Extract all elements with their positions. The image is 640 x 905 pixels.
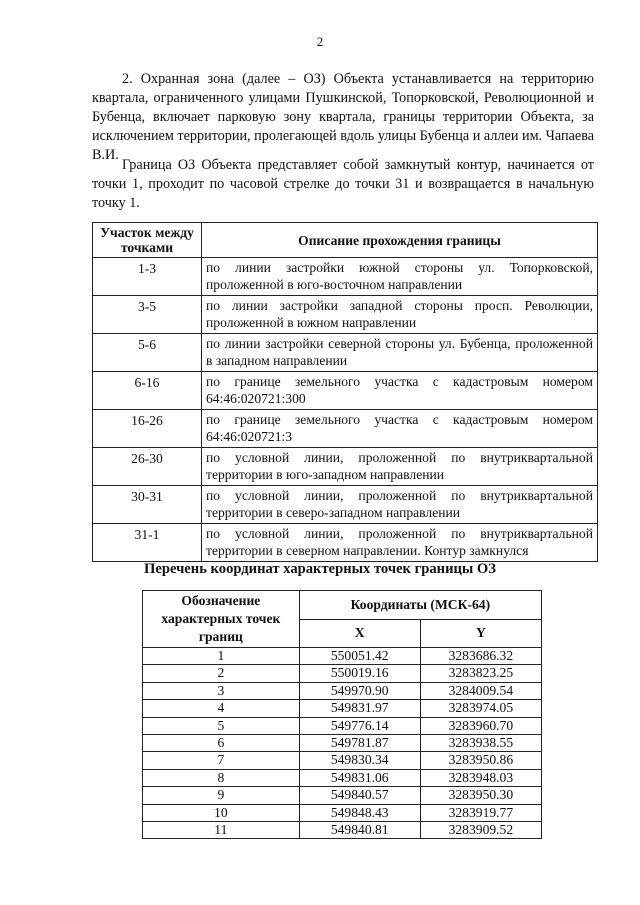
y-coordinate-cell: 3283909.52 [420, 822, 541, 839]
point-cell: 4 [143, 700, 300, 717]
coordinates-table [142, 590, 542, 839]
boundary-table-body [93, 258, 598, 562]
x-coordinate-cell: 549840.81 [299, 822, 420, 839]
y-coordinate-cell: 3283950.30 [420, 787, 541, 804]
segment-cell: 16-26 [93, 410, 202, 448]
x-coordinate-cell: 549830.34 [299, 752, 420, 769]
x-coordinate-cell: 549781.87 [299, 735, 420, 752]
x-coordinate-cell: 549970.90 [299, 682, 420, 699]
y-coordinate-cell: 3284009.54 [420, 682, 541, 699]
x-coordinate-cell: 549831.06 [299, 769, 420, 786]
paragraph-boundary-contour [92, 156, 594, 213]
table-row [143, 717, 542, 734]
point-cell: 9 [143, 787, 300, 804]
table-row [93, 410, 598, 448]
table-row [143, 822, 542, 839]
point-cell: 6 [143, 735, 300, 752]
x-column-header: X [299, 619, 420, 648]
segment-cell: 26-30 [93, 448, 202, 486]
y-coordinate-cell: 3283823.25 [420, 665, 541, 682]
x-coordinate-cell: 549848.43 [299, 804, 420, 821]
table-row [93, 296, 598, 334]
x-coordinate-cell: 549776.14 [299, 717, 420, 734]
y-coordinate-cell: 3283938.55 [420, 735, 541, 752]
page-number: 2 [316, 34, 324, 49]
segment-cell: 5-6 [93, 334, 202, 372]
description-cell: по условной линии, проложенной по внутриквартальной территории в северном направлении. Контур замкнулся [202, 524, 598, 562]
point-cell: 1 [143, 648, 300, 665]
point-cell: 2 [143, 665, 300, 682]
table-header-row [93, 223, 598, 258]
description-cell: по линии застройки западной стороны просп. Революции, проложенной в южном направлении [202, 296, 598, 334]
point-cell: 7 [143, 752, 300, 769]
y-coordinate-cell: 3283686.32 [420, 648, 541, 665]
table-row [93, 372, 598, 410]
table-header-row [143, 591, 542, 620]
table-row [93, 334, 598, 372]
description-cell: по линии застройки северной стороны ул. Бубенца, проложенной в западном направлении [202, 334, 598, 372]
description-cell: по условной линии, проложенной по внутриквартальной территории в северо-западном направлении [202, 486, 598, 524]
description-cell: по линии застройки южной стороны ул. Топорковской, проложенной в юго-восточном направлении [202, 258, 598, 296]
x-coordinate-cell: 550019.16 [299, 665, 420, 682]
point-cell: 5 [143, 717, 300, 734]
x-coordinate-cell: 549840.57 [299, 787, 420, 804]
segment-cell: 1-3 [93, 258, 202, 296]
table-row [143, 682, 542, 699]
point-column-header: Обозначение характерных точек границ [143, 591, 300, 648]
table-row [143, 769, 542, 786]
table-row [143, 735, 542, 752]
segment-column-header: Участок между точками [93, 223, 202, 258]
paragraph-protected-zone-text: 2. Охранная зона (далее – ОЗ) Объекта устанавливается на территорию квартала, ограниченного улицами Пушкинской, Топорковской, Революционной и Бубенца, включает парковую зону квартала, границы территории Объекта, за исключением территории, пролегающей вдоль улицы Бубенца и аллеи им. Чапаева В.И. [92, 71, 594, 163]
coordinates-group-header: Координаты (МСК-64) [299, 591, 541, 620]
y-coordinate-cell: 3283974.05 [420, 700, 541, 717]
coordinates-table-body [143, 648, 542, 839]
y-column-header: Y [420, 619, 541, 648]
table-row [143, 752, 542, 769]
segment-cell: 30-31 [93, 486, 202, 524]
x-coordinate-cell: 549831.97 [299, 700, 420, 717]
segment-cell: 31-1 [93, 524, 202, 562]
table-row [143, 804, 542, 821]
description-cell: по условной линии, проложенной по внутриквартальной территории в юго-западном направлении [202, 448, 598, 486]
table-row [93, 524, 598, 562]
point-cell: 3 [143, 682, 300, 699]
table-row [93, 448, 598, 486]
paragraph-protected-zone [92, 70, 594, 165]
x-coordinate-cell: 550051.42 [299, 648, 420, 665]
description-cell: по границе земельного участка с кадастровым номером 64:46:020721:3 [202, 410, 598, 448]
segment-cell: 3-5 [93, 296, 202, 334]
table-row [143, 648, 542, 665]
description-column-header: Описание прохождения границы [202, 223, 598, 258]
table-row [143, 700, 542, 717]
table-row [93, 486, 598, 524]
point-cell: 8 [143, 769, 300, 786]
table-row [143, 787, 542, 804]
y-coordinate-cell: 3283948.03 [420, 769, 541, 786]
description-cell: по границе земельного участка с кадастровым номером 64:46:020721:300 [202, 372, 598, 410]
boundary-description-table [92, 222, 598, 562]
coordinates-section-title: Перечень координат характерных точек границы ОЗ [144, 561, 496, 577]
point-cell: 10 [143, 804, 300, 821]
segment-cell: 6-16 [93, 372, 202, 410]
y-coordinate-cell: 3283919.77 [420, 804, 541, 821]
table-row [143, 665, 542, 682]
y-coordinate-cell: 3283950.86 [420, 752, 541, 769]
paragraph-boundary-contour-text: Граница ОЗ Объекта представляет собой замкнутый контур, начинается от точки 1, проходит по часовой стрелке до точки 31 и возвращается в начальную точку 1. [92, 157, 594, 211]
table-row [93, 258, 598, 296]
y-coordinate-cell: 3283960.70 [420, 717, 541, 734]
point-cell: 11 [143, 822, 300, 839]
